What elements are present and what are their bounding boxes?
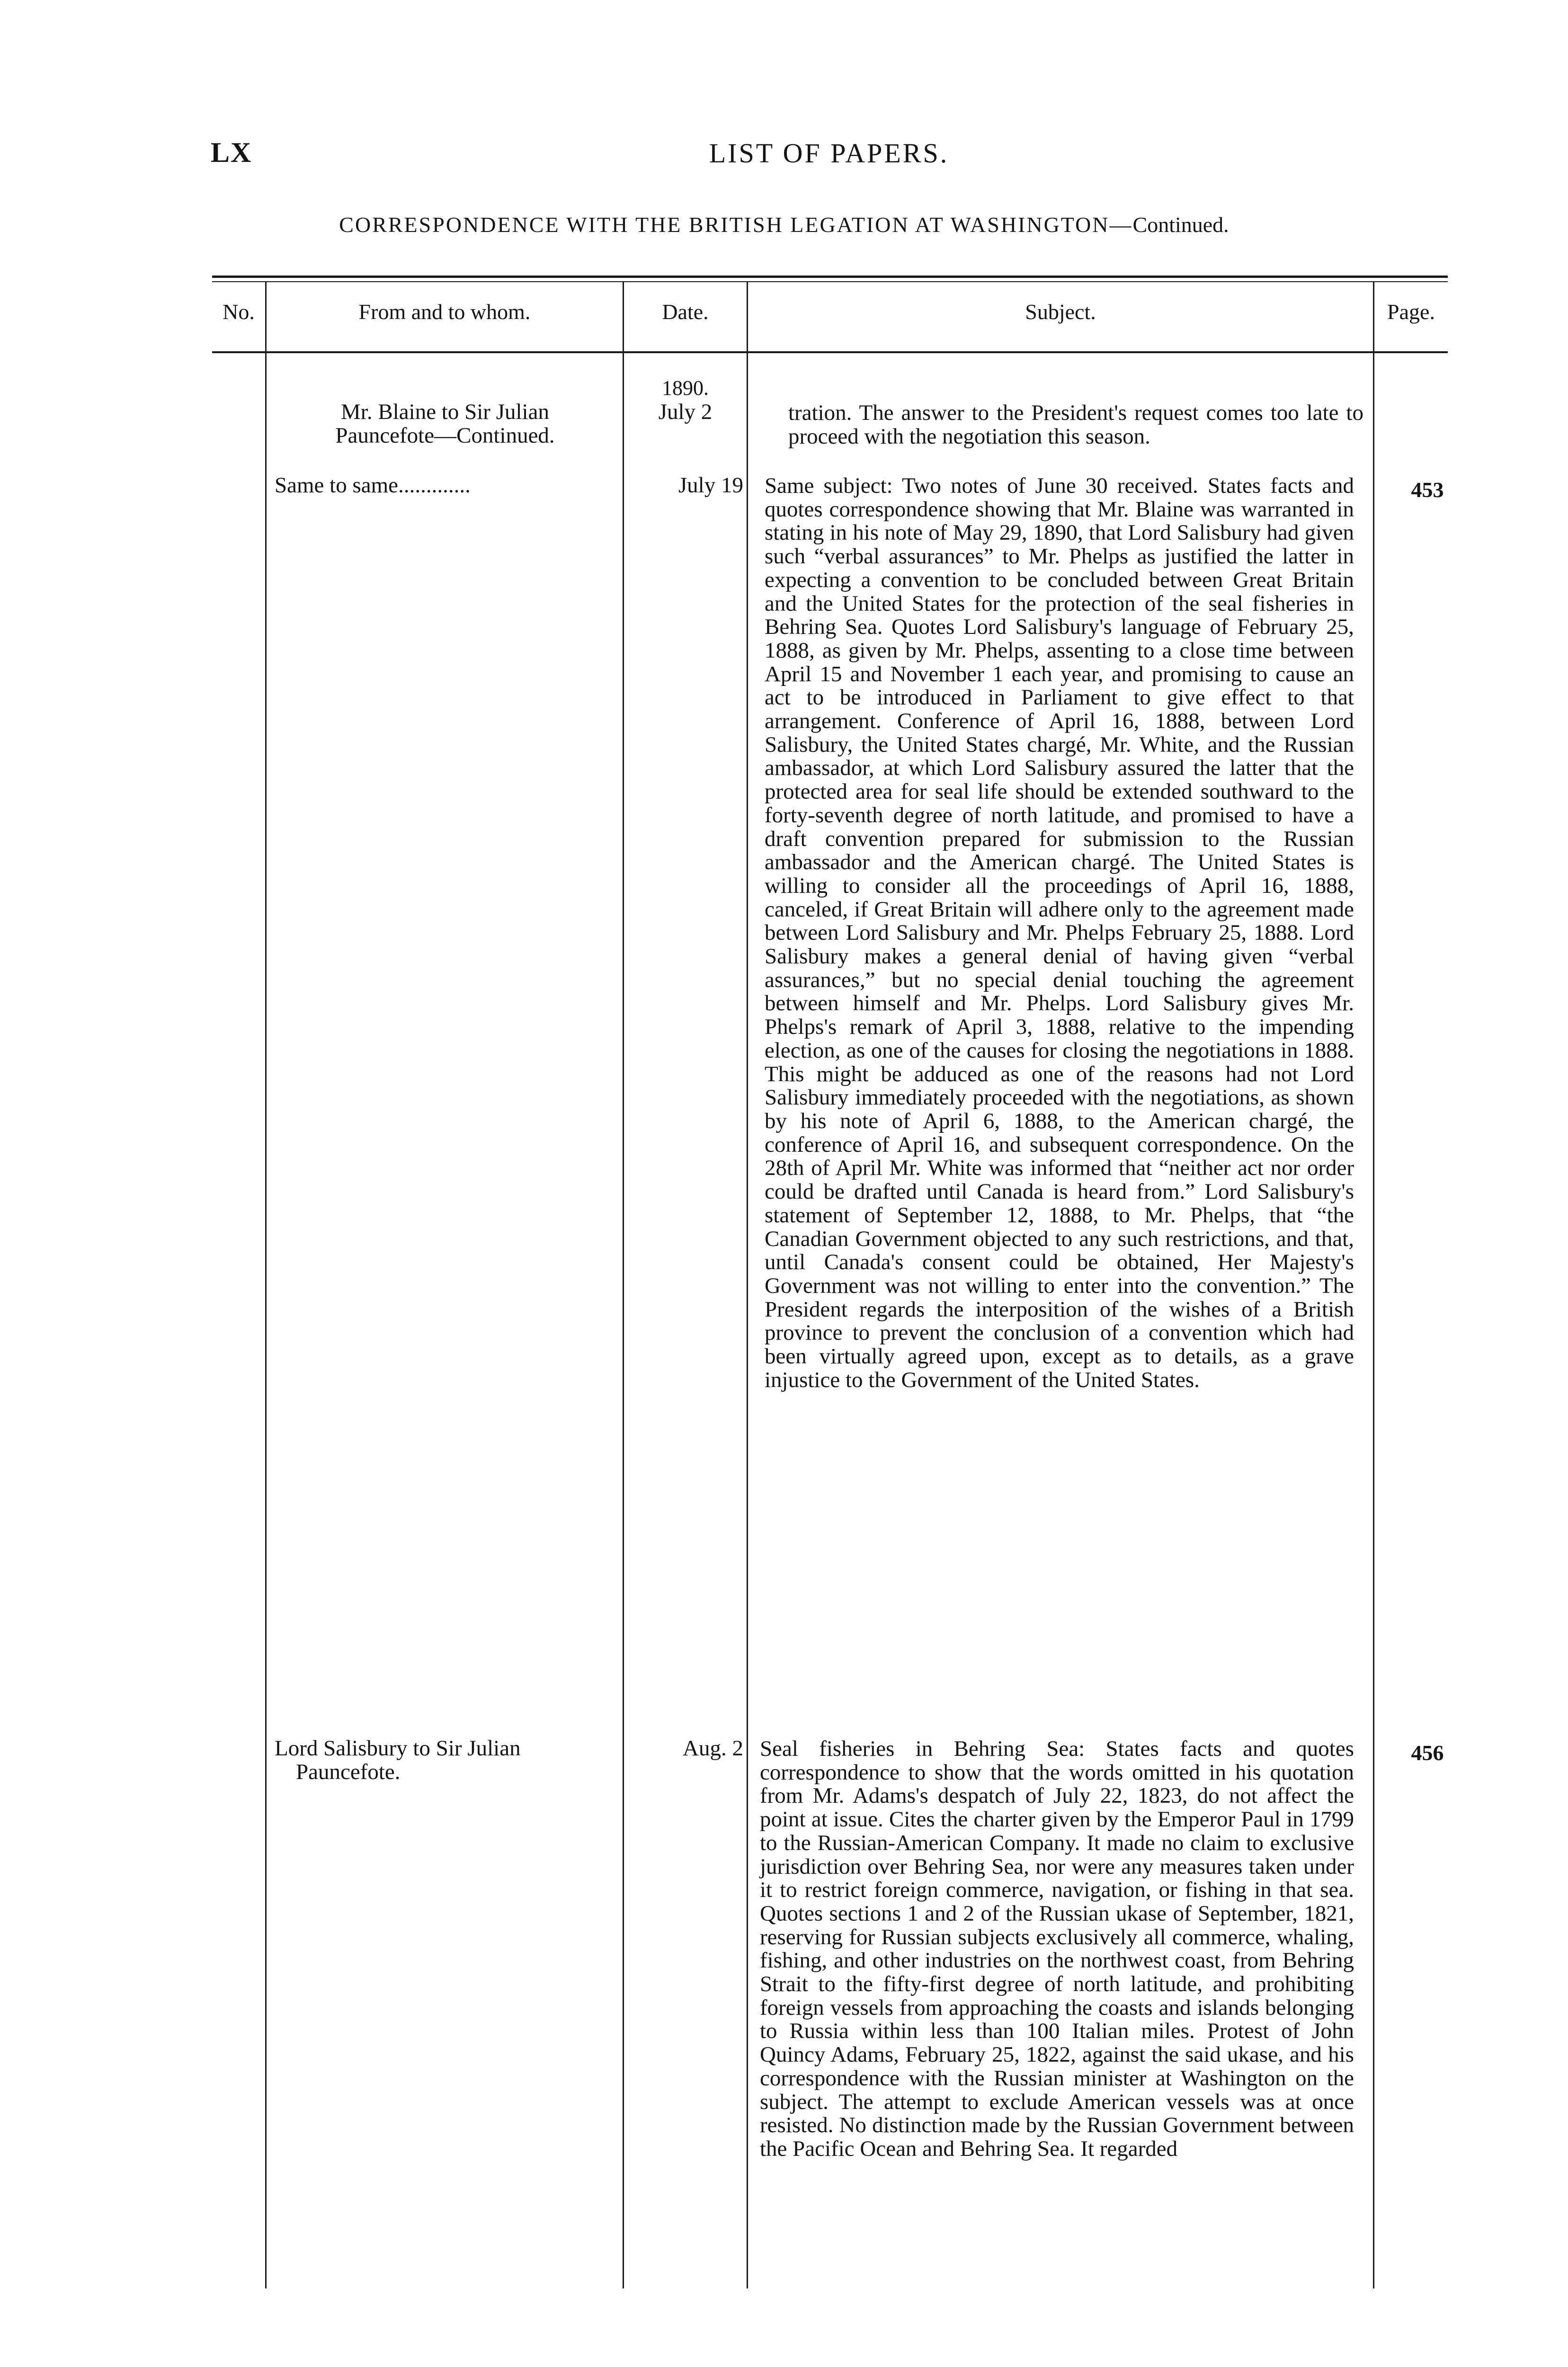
page-title: [0, 137, 1568, 169]
table-row-3-subject: Seal fisheries in Behring Sea: States facts and quotes correspondence to show that the words omitted in his quotation from Mr. Adams's despatch of July 22, 1823, do not affect the point at issue. Cites the charter given by the Emperor Paul in 1799 to the Russian-American Company. It made no claim to exclusive jurisdiction over Behring Sea, nor were any measures taken under it to restrict foreign commerce, navigation, or fishing in that sea. Quotes sections 1 and 2 of the Russian ukase of September, 1821, reserving for Russian subjects exclusively all commerce, whaling, fishing, and other industries on the northwest coast, from Behring Strait to the fifty-first degree of north latitude, and prohibiting foreign vessels from approaching the coasts and islands belonging to Russia within less than 100 Italian miles. Protest of John Quincy Adams, February 25, 1822, against the said ukase, and his correspondence with the Russian minister at Washington on the subject. The attempt to exclude American vessels was at once resisted. No distinction made by the Russian Government between the Pacific Ocean and Behring Sea. It regarded: [760, 1736, 1354, 2161]
column-divider: [623, 281, 624, 2288]
column-divider: [265, 281, 267, 2288]
table-row-2-from: [275, 473, 615, 497]
table-row-3-date: Aug. 2: [683, 1736, 743, 1761]
table-header-rule: [212, 351, 1448, 353]
table-row-2-subject: Same subject: Two notes of June 30 received. States facts and quotes correspondence showing that Mr. Blaine was warranted in stating in his note of May 29, 1890, that Lord Salisbury had given such “verbal assurances” to Mr. Phelps as justified the latter in expecting a convention to be concluded between Great Britain and the United States for the protection of the seal fisheries in Behring Sea. Quotes Lord Salisbury's language of February 25, 1888, as given by Mr. Phelps, assenting to a close time between April 15 and November 1 each year, and promising to cause an act to be introduced in Parliament to give effect to that arrangement. Conference of April 16, 1888, between Lord Salisbury, the United States chargé, Mr. White, and the Russian ambassador, at which Lord Salisbury assured the latter that the protected area for seal life should be extended southward to the forty-seventh degree of north latitude, and promised to have a draft convention prepared for submission to the Russian ambassador and the American chargé. The United States is willing to consider all the proceedings of April 16, 1888, canceled, if Great Britain will adhere only to the agreement made between Lord Salisbury and Mr. Phelps February 25, 1888. Lord Salisbury makes a general denial of having given “verbal assurances,” but no special denial touching the agreement between himself and Mr. Phelps. Lord Salisbury gives Mr. Phelps's remark of April 3, 1888, relative to the impending election, as one of the causes for closing the negotiations in 1888. This might be adduced as one of the reasons had not Lord Salisbury immediately proceeded with the negotiations, as shown by his note of April 6, 1888, to the American chargé, the conference of April 16, and subsequent correspondence. On the 28th of April Mr. White was informed that “neither act nor order could be drafted until Canada is heard from.” Lord Salisbury's statement of September 12, 1888, to Mr. Phelps, that “the Canadian Government objected to any such restrictions, and that, until Canada's consent could be obtained, Her Majesty's Government was not willing to enter into the convention.” The President regards the interposition of the wishes of a British province to prevent the conclusion of a convention which had been virtually agreed upon, except as to details, as a grave injustice to the Government of the United States.: [765, 473, 1354, 1392]
from-line: Pauncefote.: [296, 1760, 401, 1784]
from-line: Lord Salisbury to Sir Julian: [275, 1736, 521, 1761]
table-row-2-date: July 19: [678, 473, 743, 498]
section-heading-suffix: Continued.: [1132, 213, 1229, 237]
from-line: Pauncefote—Continued.: [335, 423, 555, 448]
column-header-subject: Subject.: [1025, 300, 1096, 324]
section-heading-text: CORRESPONDENCE WITH THE BRITISH LEGATION AT WASHINGTON—: [339, 213, 1133, 237]
from-line: Same to same: [275, 473, 399, 498]
table-top-rule: [212, 276, 1448, 278]
column-header-page: Page.: [1387, 300, 1435, 324]
table-top-rule-inner: [212, 281, 1448, 282]
table-row-3-from: [275, 1736, 615, 1784]
table-row-3-page: 456: [1411, 1741, 1444, 1765]
page-title-text: LIST OF PAPERS.: [709, 138, 949, 169]
table-row-1-subject: tration. The answer to the President's request comes too late to proceed with the negotiation this season.: [788, 400, 1363, 449]
table-row-1-date: [624, 376, 747, 424]
page-number: LX: [211, 137, 252, 168]
date-year: 1890.: [662, 376, 709, 400]
column-header-date: Date.: [662, 300, 709, 324]
table-row-1-from: [275, 400, 615, 447]
column-divider: [1373, 281, 1374, 2288]
from-line: Mr. Blaine to Sir Julian: [341, 400, 549, 424]
section-heading: [0, 212, 1568, 237]
column-header-from: From and to whom.: [358, 300, 531, 324]
date-day: July 2: [658, 400, 713, 424]
column-header-no: No.: [223, 300, 255, 324]
leader-dots: .............: [398, 473, 471, 498]
table-row-2-page: 453: [1411, 478, 1444, 502]
